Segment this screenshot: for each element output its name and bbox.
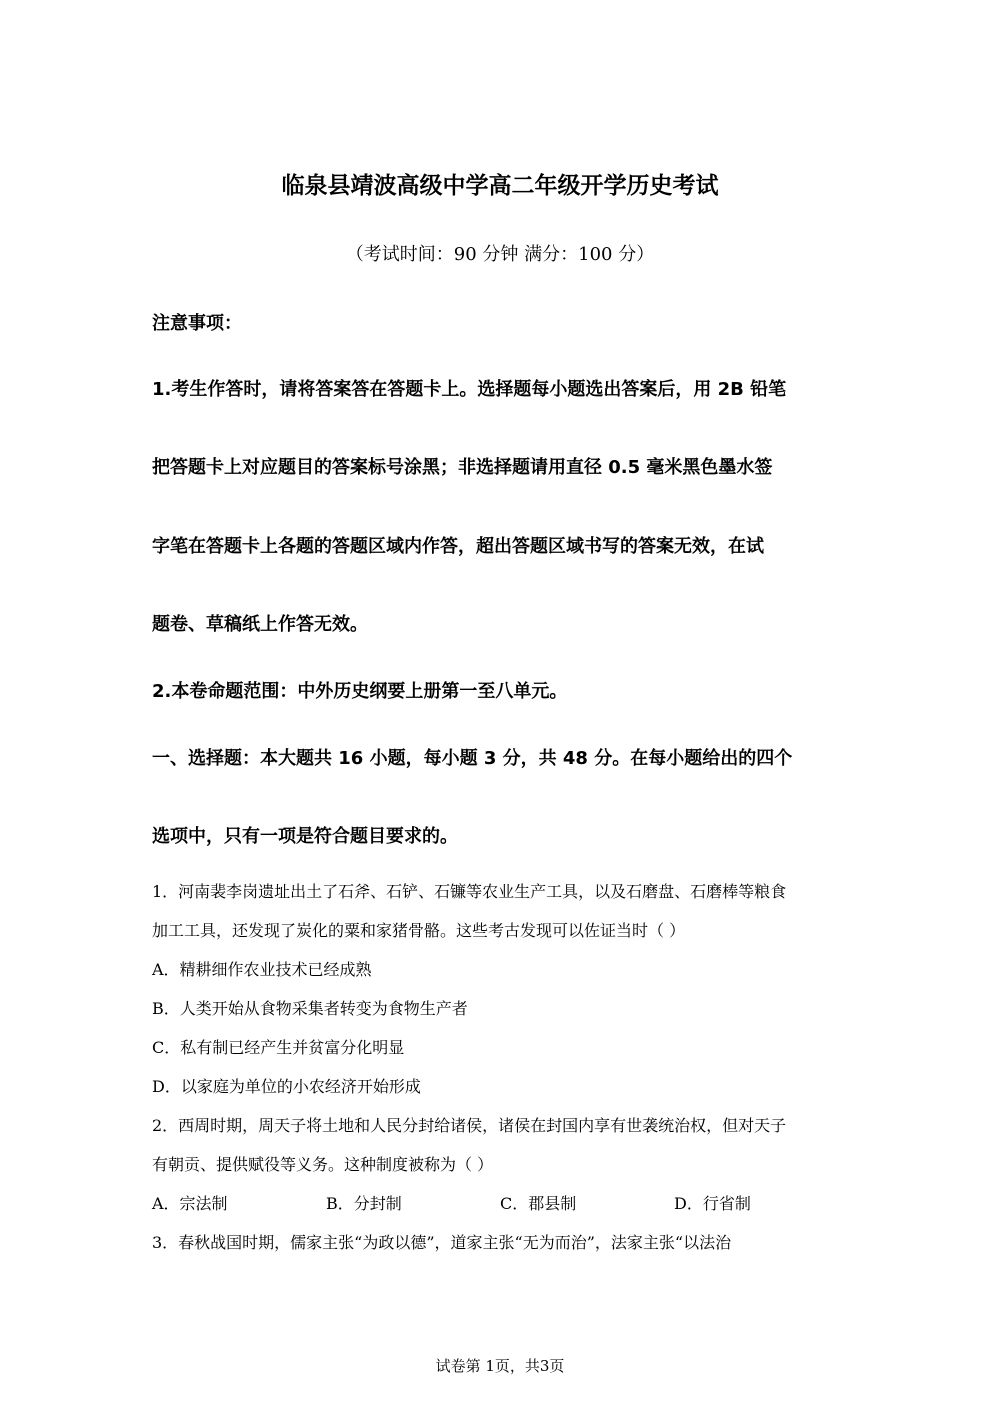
question-2-option-b: B．分封制 bbox=[326, 1194, 402, 1213]
question-2-option-d: D．行省制 bbox=[674, 1194, 751, 1213]
section1-heading-line: 选项中，只有一项是符合题目要求的。 bbox=[152, 826, 458, 847]
notes-item1-line: 把答题卡上对应题目的答案标号涂黑；非选择题请用直径 0.5 毫米黑色墨水签 bbox=[152, 457, 773, 478]
exam-title: 临泉县靖波高级中学高二年级开学历史考试 bbox=[281, 173, 719, 199]
notes-item1-line: 1.考生作答时，请将答案答在答题卡上。选择题每小题选出答案后，用 2B 铅笔 bbox=[152, 379, 787, 400]
question-3-stem-line: 3．春秋战国时期，儒家主张“为政以德”，道家主张“无为而治”，法家主张“以法治 bbox=[152, 1233, 732, 1252]
section1-heading-line: 一、选择题：本大题共 16 小题，每小题 3 分，共 48 分。在每小题给出的四个 bbox=[152, 748, 793, 769]
question-2-option-c: C．郡县制 bbox=[500, 1194, 577, 1213]
question-1-option-a: A．精耕细作农业技术已经成熟 bbox=[152, 960, 372, 979]
question-2-stem-line: 有朝贡、提供赋役等义务。这种制度被称为（ ） bbox=[152, 1155, 494, 1174]
question-1-option-c: C．私有制已经产生并贫富分化明显 bbox=[152, 1038, 405, 1057]
notes-item1-line: 字笔在答题卡上各题的答题区域内作答，超出答题区域书写的答案无效，在试 bbox=[152, 536, 764, 557]
page-footer: 试卷第 1页，共3页 bbox=[435, 1357, 565, 1375]
notes-item2: 2.本卷命题范围：中外历史纲要上册第一至八单元。 bbox=[152, 681, 568, 702]
question-1-option-d: D．以家庭为单位的小农经济开始形成 bbox=[152, 1077, 421, 1096]
exam-subtitle: （考试时间：90 分钟 满分：100 分） bbox=[345, 244, 655, 265]
question-1-stem-line: 加工工具，还发现了炭化的粟和家猪骨骼。这些考古发现可以佐证当时（ ） bbox=[152, 921, 686, 940]
notes-item1-line: 题卷、草稿纸上作答无效。 bbox=[152, 614, 368, 635]
question-1-stem-line: 1．河南裴李岗遗址出土了石斧、石铲、石镰等农业生产工具，以及石磨盘、石磨棒等粮食 bbox=[152, 882, 787, 901]
question-1-option-b: B．人类开始从食物采集者转变为食物生产者 bbox=[152, 999, 468, 1018]
question-2-option-a: A．宗法制 bbox=[152, 1194, 228, 1213]
notes-heading: 注意事项： bbox=[152, 313, 242, 334]
question-2-stem-line: 2．西周时期，周天子将土地和人民分封给诸侯，诸侯在封国内享有世袭统治权，但对天子 bbox=[152, 1116, 787, 1135]
